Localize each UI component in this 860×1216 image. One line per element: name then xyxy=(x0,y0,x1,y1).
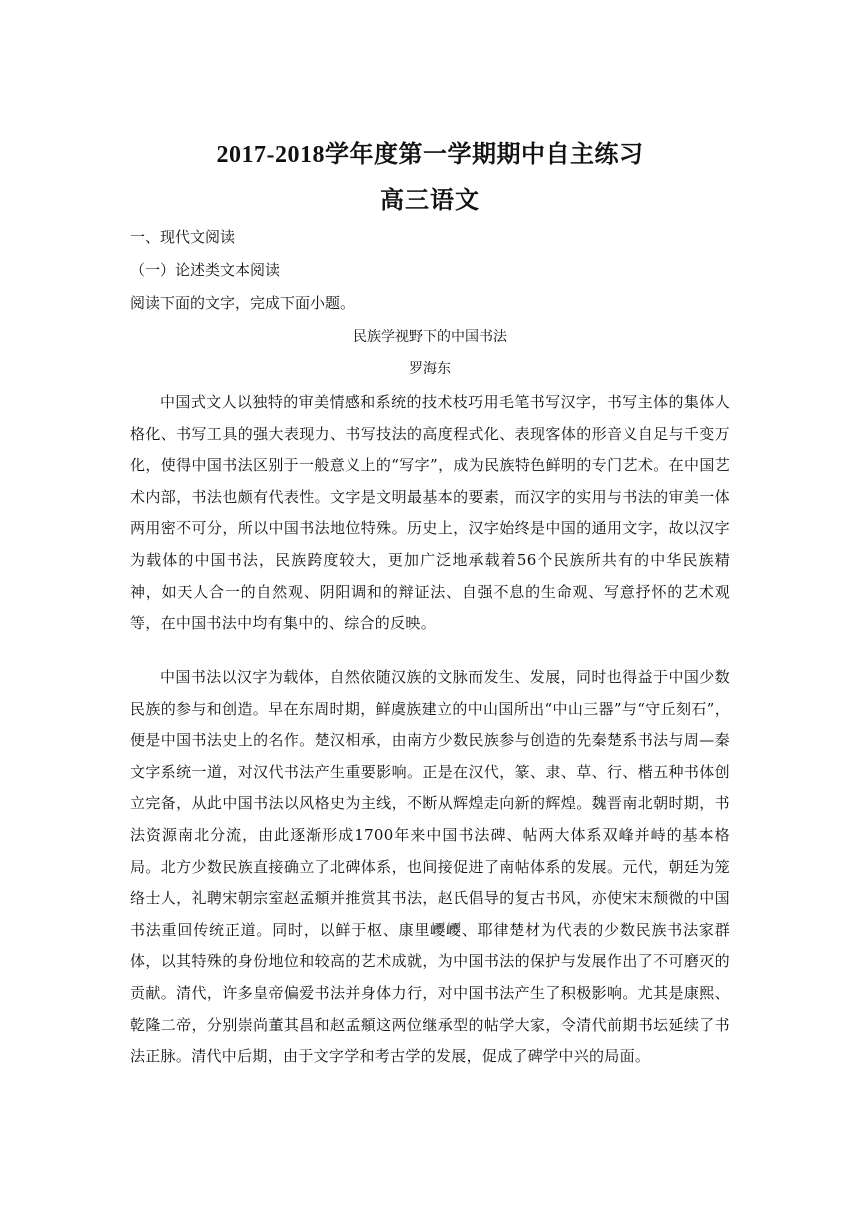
subject-title: 高三语文 xyxy=(380,188,480,214)
article-paragraph: 中国式文人以独特的审美情感和系统的技术枝巧用毛笔书写汉字，书写主体的集体人格化、书写工具的强大表现力、书写技法的高度程式化、表现客体的形音义自足与千变万化，使得中国书法区别于一般意义上的“写字”，成为民族特色鲜明的专门艺术。在中国艺术内部，书法也颇有代表性。文字是文明最基本的要素，而汉字的实用与书法的审美一体两用密不可分，所以中国书法地位特殊。历史上，汉字始终是中国的通用文字，故以汉字为载体的中国书法，民族跨度较大，更加广泛地承载着56个民族所共有的中华民族精神，如天人合一的自然观、阴阳调和的辩证法、自强不息的生命观、写意抒怀的艺术观等，在中国书法中均有集中的、综合的反映。 xyxy=(130,393,730,633)
article-paragraph: 中国书法以汉字为载体，自然依随汉族的文脉而发生、发展，同时也得益于中国少数民族的参与和创造。早在东周时期，鲜虞族建立的中山国所出“中山三器”与“守丘刻石”，便是中国书法史上的名作。楚汉相承，由南方少数民族参与创造的先秦楚系书法与周—秦文字系统一道，对汉代书法产生重要影响。正是在汉代，篆、隶、草、行、楷五种书体创立完备，从此中国书法以风格史为主线，不断从辉煌走向新的辉煌。魏晋南北朝时期，书法资源南北分流，由此逐渐形成1700年来中国书法碑、帖两大体系双峰并峙的基本格局。北方少数民族直接确立了北碑体系，也间接促进了南帖体系的发展。元代，朝廷为笼络士人，礼聘宋朝宗室赵孟頫并推赏其书法，赵氏倡导的复古书风，亦使宋末颓微的中国书法重回传统正道。同时，以鲜于枢、康里巎巎、耶律楚材为代表的少数民族书法家群体，以其特殊的身份地位和较高的艺术成就，为中国书法的保护与发展作出了不可磨灭的贡献。清代，许多皇帝偏爱书法并身体力行，对中国书法产生了积极影响。尤其是康熙、乾隆二帝，分别崇尚董其昌和赵孟頫这两位继承型的帖学大家，令清代前期书坛延续了书法正脉。清代中后期，由于文字学和考古学的发展，促成了碑学中兴的局面。 xyxy=(130,668,730,1066)
exam-title: 2017-2018学年度第一学期期中自主练习 xyxy=(216,142,644,168)
section-heading: 一、现代文阅读 xyxy=(130,228,236,246)
reading-instruction: 阅读下面的文字，完成下面小题。 xyxy=(130,294,356,312)
subsection-heading: （一）论述类文本阅读 xyxy=(130,261,281,279)
article-author: 罗海东 xyxy=(409,361,451,377)
article-title: 民族学视野下的中国书法 xyxy=(353,329,507,345)
